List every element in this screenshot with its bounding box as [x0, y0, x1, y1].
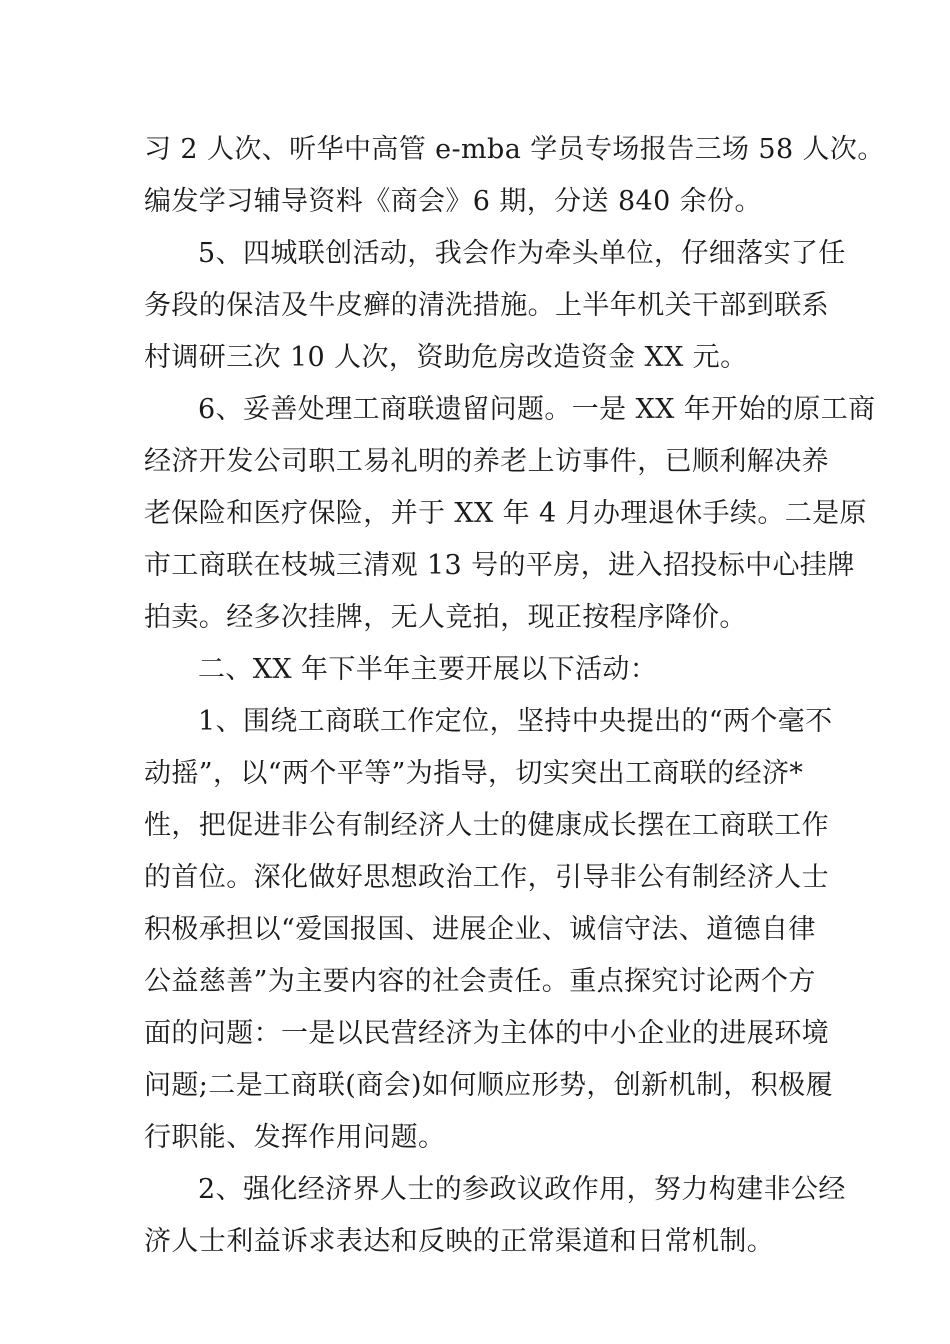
text-line: 积极承担以“爱国报国、进展企业、诚信守法、道德自律	[144, 914, 816, 945]
text-line: 拍卖。经多次挂牌，无人竞拍，现正按程序降价。	[144, 602, 747, 633]
section-heading: 二、XX 年下半年主要开展以下活动：	[198, 654, 658, 685]
text-line: 济人士利益诉求表达和反映的正常渠道和日常机制。	[144, 1226, 775, 1257]
paragraph-start-line: 5、四城联创活动，我会作为牵头单位，仔细落实了任	[198, 238, 846, 269]
paragraph-start-line: 6、妥善处理工商联遗留问题。一是 XX 年开始的原工商	[198, 394, 876, 425]
text-line: 问题;二是工商联(商会)如何顺应形势，创新机制，积极履	[144, 1070, 833, 1101]
text-line: 老保险和医疗保险，并于 XX 年 4 月办理退休手续。二是原	[144, 498, 867, 529]
text-line: 面的问题：一是以民营经济为主体的中小企业的进展环境	[144, 1018, 829, 1049]
text-line: 的首位。深化做好思想政治工作，引导非公有制经济人士	[144, 862, 829, 893]
text-line: 经济开发公司职工易礼明的养老上访事件，已顺利解决养	[144, 446, 829, 477]
text-line: 村调研三次 10 人次，资助危房改造资金 XX 元。	[144, 342, 748, 373]
text-line: 性，把促进非公有制经济人士的健康成长摆在工商联工作	[144, 810, 829, 841]
paragraph-start-line: 2、强化经济界人士的参政议政作用，努力构建非公经	[198, 1174, 846, 1205]
paragraph-start-line: 1、围绕工商联工作定位，坚持中央提出的“两个毫不	[198, 706, 833, 737]
text-line: 公益慈善”为主要内容的社会责任。重点探究讨论两个方	[144, 966, 816, 997]
text-line: 务段的保洁及牛皮癣的清洗措施。上半年机关干部到联系	[144, 290, 829, 321]
text-line: 市工商联在枝城三清观 13 号的平房，进入招投标中心挂牌	[144, 550, 855, 581]
text-line: 习 2 人次、听华中高管 e-mba 学员专场报告三场 58 人次。	[144, 134, 885, 165]
text-line: 编发学习辅导资料《商会》6 期，分送 840 余份。	[144, 186, 762, 217]
text-line: 动摇”，以“两个平等”为指导，切实突出工商联的经济*	[144, 758, 804, 789]
text-line: 行职能、发挥作用问题。	[144, 1122, 446, 1153]
